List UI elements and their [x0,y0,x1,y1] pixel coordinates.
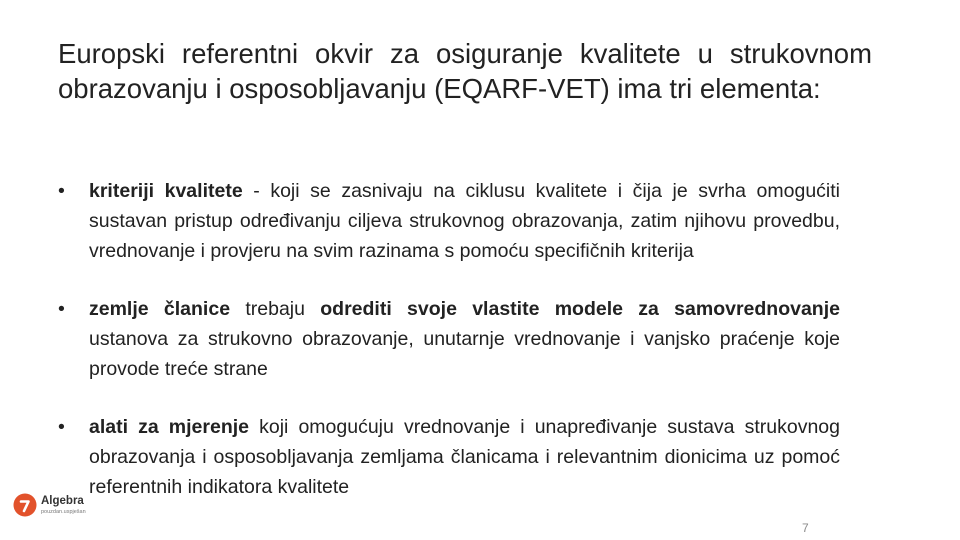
bullet-bold-text: kriteriji kvalitete [89,180,243,202]
bullet-text: trebaju [230,298,321,320]
algebra-logo-icon [13,493,37,517]
bullet-list [58,176,840,502]
bullet-item [58,294,840,384]
bullet-bold-text: zemlje članice [89,298,231,320]
slide-title: Europski referentni okvir za osiguranje kvalitete u strukovnom obrazovanju i osposobljavanju (EQARF-VET) ima tri elementa: [58,38,872,104]
logo-tagline: pouzdan.uspješan [41,509,86,515]
algebra-logo [13,490,93,520]
bullet-bold-text: odrediti svoje vlastite modele za samovrednovanje [320,298,840,320]
bullet-bold-text: alati za mjerenje [89,416,250,438]
bullet-item [58,412,840,502]
bullet-glyph: • [58,298,65,320]
bullet-item [58,176,840,266]
bullet-text: koji omogućuju vrednovanje i unapređivanje sustava strukovnog obrazovanja i osposobljavanja zemljama članicama i relevantnim dionicima uz pomoć referentnih indikatora kvalitete [89,416,840,498]
bullet-text: ustanova za strukovno obrazovanje, unutarnje vrednovanje i vanjsko praćenje koje provode treće strane [89,328,840,380]
bullet-text: - koji se zasnivaju na ciklusu kvalitete i čija je svrha omogućiti sustavan pristup određivanju ciljeva strukovnog obrazovanja, zatim njihovu provedbu, vrednovanje i provjeru na svim razinama s pomoću specifičnih kriterija [89,180,840,262]
logo-name: Algebra [41,495,84,507]
bullet-glyph: • [58,416,65,438]
bullet-glyph: • [58,180,65,202]
page-number: 7 [802,521,809,535]
